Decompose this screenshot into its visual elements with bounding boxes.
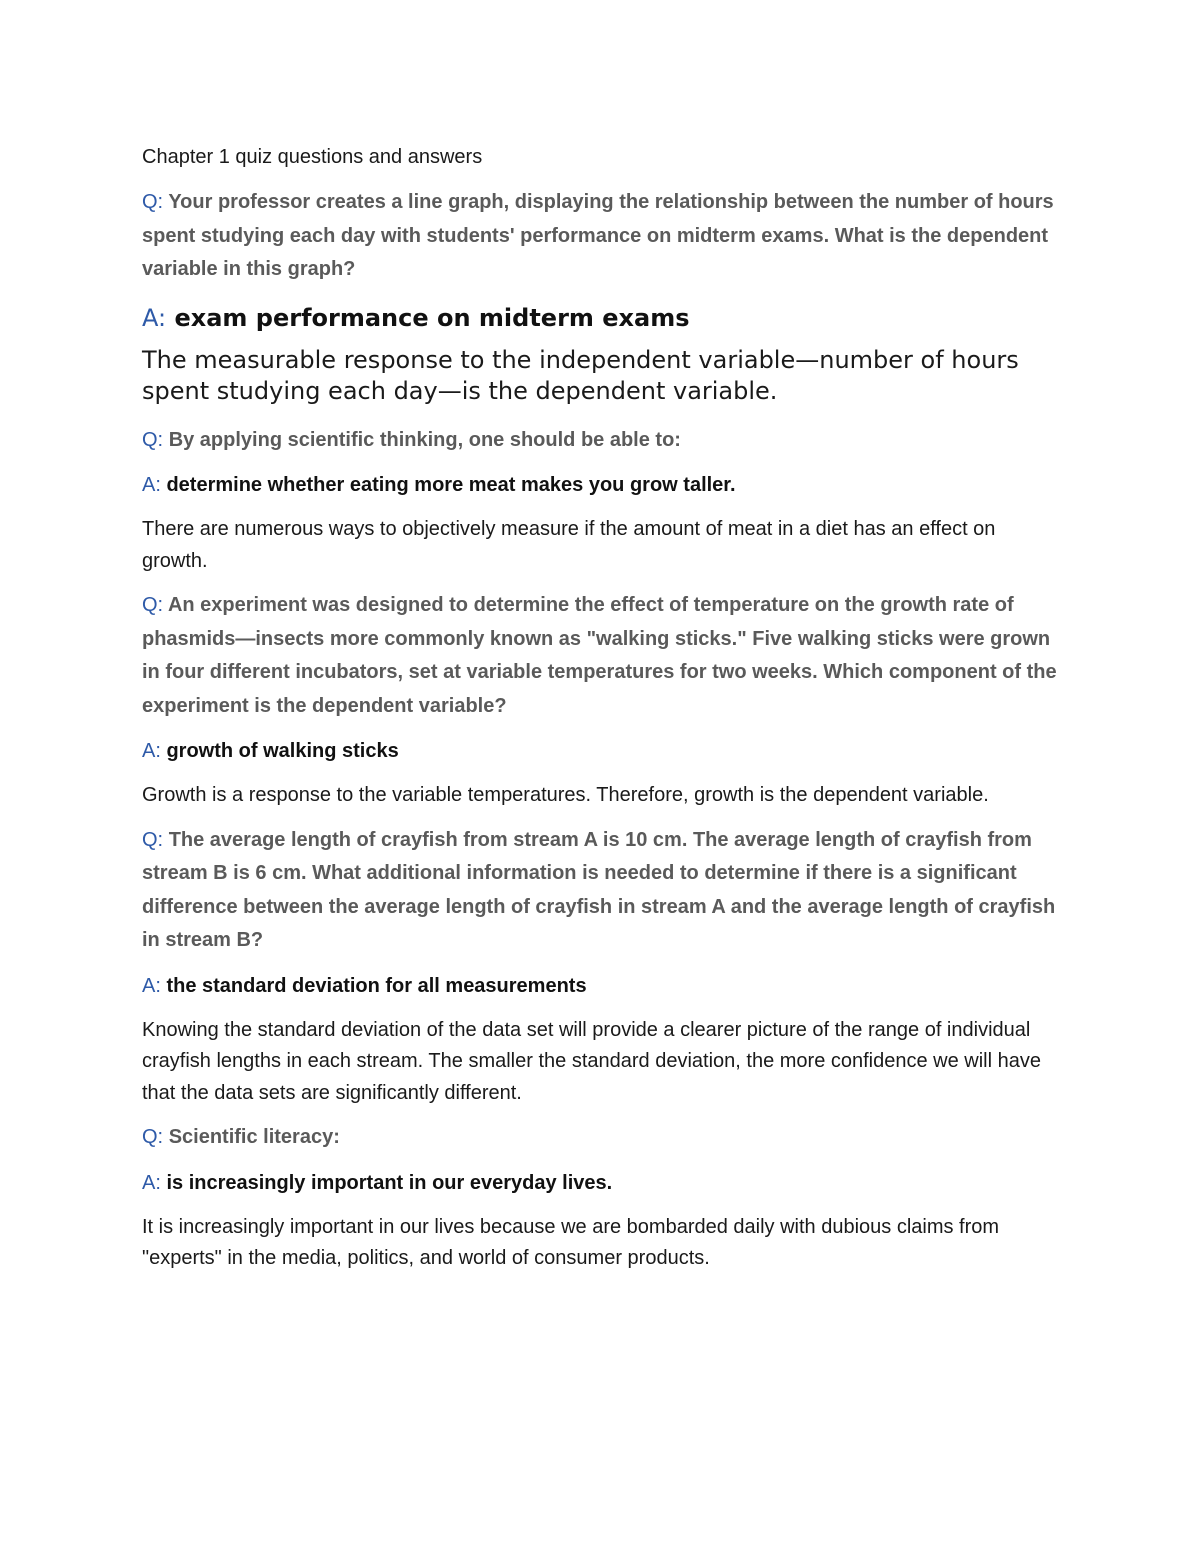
question-4: [142, 824, 1062, 958]
question-prefix: Q:: [142, 1126, 164, 1148]
question-text: An experiment was designed to determine the effect of temperature on the growth rate of phasmids—insects more commonly known as "walking sticks." Five walking sticks were grown in four different incubators, set at variable temperatures for two weeks. Which component of the experiment is the dependent variable?: [142, 594, 1057, 717]
question-text: Your professor creates a line graph, displaying the relationship between the number of hours spent studying each day with students' performance on midterm exams. What is the dependent variable in this graph?: [142, 191, 1054, 280]
question-prefix: Q:: [142, 191, 164, 213]
question-text: The average length of crayfish from stream A is 10 cm. The average length of crayfish from stream B is 6 cm. What additional information is needed to determine if there is a significant difference between the average length of crayfish in stream A and the average length of crayfish in stream B?: [142, 828, 1056, 951]
question-prefix: Q:: [142, 828, 164, 851]
question-text: Scientific literacy:: [168, 1126, 340, 1148]
explanation-5: It is increasingly important in our lives because we are bombarded daily with dubious claims from "experts" in the media, politics, and world of consumer products.: [142, 1215, 1000, 1269]
document-title: Chapter 1 quiz questions and answers: [142, 146, 483, 168]
answer-prefix: A:: [142, 1171, 161, 1194]
explanation-3: Growth is a response to the variable temperatures. Therefore, growth is the dependent variable.: [142, 784, 989, 806]
question-prefix: Q:: [142, 428, 164, 451]
answer-prefix: A:: [142, 474, 161, 496]
answer-text: is increasingly important in our everyday lives.: [166, 1171, 613, 1194]
answer-prefix: A:: [142, 740, 161, 762]
question-2: [142, 424, 1062, 458]
explanation-4: Knowing the standard deviation of the data set will provide a clearer picture of the range of individual crayfish lengths in each stream. The smaller the standard deviation, the more confidence we will have that the data sets are significantly different.: [142, 1018, 1041, 1104]
question-text: By applying scientific thinking, one should be able to:: [168, 428, 681, 451]
question-prefix: Q:: [142, 594, 164, 616]
answer-3: [142, 735, 1062, 768]
answer-text: exam performance on midterm exams: [174, 303, 690, 332]
question-1: [142, 186, 1062, 287]
answer-text: determine whether eating more meat makes you grow taller.: [166, 474, 736, 496]
answer-2: [142, 469, 1062, 502]
answer-4: [142, 970, 1062, 1003]
answer-text: growth of walking sticks: [166, 740, 399, 762]
answer-prefix: A:: [142, 974, 161, 997]
explanation-2: There are numerous ways to objectively measure if the amount of meat in a diet has an effect on growth.: [142, 518, 996, 572]
answer-prefix: A:: [142, 303, 167, 332]
question-3: [142, 589, 1062, 723]
answer-1: [142, 299, 1062, 337]
explanation-1: The measurable response to the independent variable—number of hours spent studying each day—is the dependent variable.: [142, 345, 1019, 405]
answer-5: [142, 1167, 1062, 1200]
document-page: [142, 140, 1062, 1287]
question-5: [142, 1121, 1062, 1155]
answer-text: the standard deviation for all measurements: [166, 974, 587, 997]
